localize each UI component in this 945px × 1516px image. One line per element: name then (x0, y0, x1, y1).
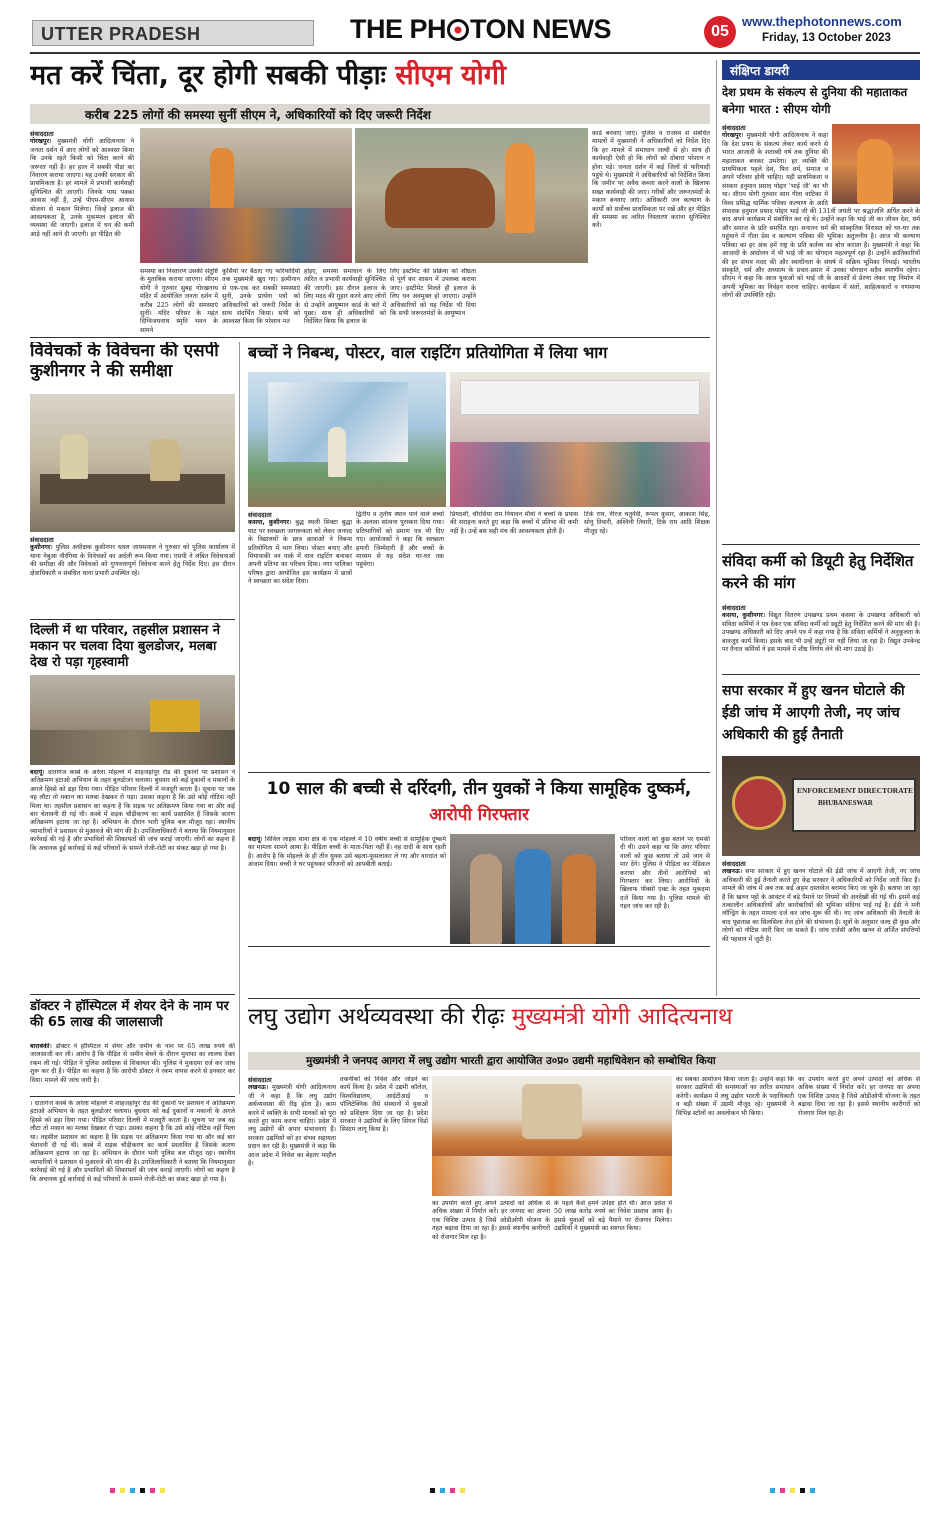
msme-col-4 (554, 1200, 672, 1472)
competition-col-2 (356, 511, 444, 769)
paper-title-right: TON NEWS (470, 14, 612, 44)
competition-photo-1 (248, 372, 446, 507)
sidebar-story2-dateline: संवाददाता (722, 604, 746, 612)
paper-title-left: THE PH (350, 14, 447, 44)
sidebar-story1-headline: देश प्रथम के संकल्प से दुनिया की महाताकत बनेगा भारत : सीएम योगी (722, 85, 908, 116)
photo-figure (562, 854, 596, 944)
section-label: UTTER PRADESH (41, 24, 201, 44)
competition-col-1-text: । बुद्ध स्थली सिक्टा बुद्धा घाट पर स्वच्छता जागरूकता को लेकर जनपद के विद्यालयों के छात्र छात्राओं ने निबन्ध प्रतियोगिता में भाग लिया। पोस्टर बनाए और मियावाकी वन पार्क में वाल राइटिंग बनाकर अपनी प्रतिभा का परिचय दिया। नगर पालिका परिषद द्वारा आयोजित इस कार्यक्रम में छात्रों ने स्वच्छता का संदेश दिया। (248, 519, 352, 586)
photo-figure (505, 143, 535, 233)
competition-dateline: संवाददाता (248, 511, 272, 519)
registration-marks-center (430, 1488, 520, 1496)
photo-portrait (522, 1084, 582, 1139)
msme-subhead-bar (248, 1052, 920, 1070)
reg-mark (460, 1488, 465, 1493)
competition-col-2-text: द्वितीय व तृतीय स्थान पाने वाले बच्चों के अलावा सांत्वना पुरस्कार दिया गया। प्रतिभागियों को प्रमाण पत्र भी दिए गए। आयोजकों ने कहा कि स्वच्छता हमारी जिम्मेदारी है और बच्चों के माध्यम से यह संदेश घर-घर तक पहुंचेगा। (356, 511, 444, 569)
ed-sign-line-1: ENFORCEMENT DIRECTORATE (797, 786, 914, 795)
photo-figure (515, 849, 551, 944)
photo-stage-row (432, 1156, 672, 1196)
competition-photo-2 (450, 372, 710, 507)
section-label-box (32, 20, 314, 46)
reg-mark (780, 1488, 785, 1493)
lead-col-3-text: कुर्सियों पर बैठाए गए फरियादियों तक मुख्यमंत्री खुद गए। इत्मीनान से एक-एक कर सबकी समस्याएं सुनी, उनके प्रार्थना पत्रों को अधिकारियों को जरूरी निर्देश के साथ संदर्भित किया। सभी को आश्वस्त किया कि परेशान मत (222, 268, 300, 326)
rape-headline (248, 776, 710, 832)
reg-mark (450, 1488, 455, 1493)
sidebar-story2-body: । विद्युत वितरण उपखण्ड प्रथम कसया के उपखण्ड अधिकारी को संविदा कर्मियों ने पत्र देकर एक संविदा कर्मी को ड्यूटी हेतु निर्देशित करने की मांग की है। उपखण्ड अधिकारी को दिए अपने पत्र में कहा गया है कि संविदा कर्मियों ने अनुकूलता के बावजूद कार्य किया। इसके बाद भी उन्हें ड्यूटी पर नहीं लिया जा रहा है। विद्युत उपकेन्द्र पर तैनात कर्मियों ने इस मामले में शीघ्र निर्णय लेने की मांग उठाई है। (722, 612, 920, 654)
left-bottom-text-body: । दातागंज कस्बे के अरेला मोहल्ले में शाहजहांपुर रोड की दुकानों पर प्रशासन ने अतिक्रमण हटाओ अभियान के तहत बुलडोजर चलाया। बुधवार को कई दुकानों व मकानों के अगले हिस्से को ढहा दिया गया। पीड़ित परिवार दिल्ली में मजदूरी करता है। सूचना पर जब वह लौटा तो मकान का मलबा देखकर रो पड़ा। उसका कहना है कि उसे कोई नोटिस नहीं मिला था। तहसील प्रशासन का कहना है कि सड़क पर अतिक्रमण किया गया था और कई बार चेतावनी दी गई थी। कस्बे में सड़क चौड़ीकरण का कार्य प्रस्तावित है जिसके कारण अतिक्रमण हटाया जा रहा है। अभियान के दौरान भारी पुलिस बल मौजूद रहा। स्थानीय व्यापारियों ने प्रशासन से मुआवजे की मांग की है। उपजिलाधिकारी ने बताया कि नियमानुसार कार्रवाई की गई है और प्रभावितों की शिकायतों की जांच कराई जाएगी। लोगों का कहना है कि अचानक हुई कार्रवाई से कई परिवारों के सामने रोजी-रोटी का संकट खड़ा हो गया है। (30, 1100, 235, 1183)
doctor-text-body: । डॉक्टर ने हॉस्पिटल में शेयर और जमीन के नाम पर 65 लाख रुपये की जालसाजी कर ली। आरोप है कि पीड़ित से जमीन बेचने के दौरान मुनाफा का लालच देकर रकम ली गई। पीड़ित ने पुलिस अधीक्षक से शिकायत की। पुलिस ने मुकदमा दर्ज कर जांच शुरू कर दी है। पीड़ित का कहना है कि आरोपी डॉक्टर ने रकम वापस करने से इनकार कर दिया। मामले की जांच जारी है। (30, 1043, 235, 1084)
rape-col-3-text: परिवार वालों को कुछ बताने पर धमकी दी थी। उसने कहा था कि अगर परिवार वालों को कुछ बताया तो उसे जान से मार देंगे। पुलिस ने पीड़िता का मेडिकल कराया और तीनों आरोपियों को गिरफ्तार कर लिया। आरोपियों के खिलाफ पॉक्सो एक्ट के तहत मुकदमा दर्ज किया गया है। पुलिस मामले की गहन जांच कर रही है। (620, 836, 710, 911)
rape-bottom-rule (248, 946, 710, 947)
photo-figure (470, 854, 502, 944)
registration-marks-right (770, 1488, 860, 1496)
msme-subhead: मुख्यमंत्री ने जनपद आगरा में लघु उद्योग भारती द्वारा आयोजित उ०प्र० उद्यमी महाधिवेशन को सम्बोधित किया (306, 1055, 716, 1067)
reg-mark (120, 1488, 125, 1493)
msme-col-1 (248, 1076, 336, 1472)
lead-col-5-text: लिए इस्टीमेट की प्रक्रिया को शीघ्रता से पूर्ण कर शासन में उपलब्ध कराया जाए। इस्टीमेट मिलते ही इलाज के लिए धन अवमुक्त हो जाएगा। उन्होंने अधिकारियों को यह निर्देश भी दिया कि सभी जरूरतमंदों के आयुष्मान (390, 268, 476, 318)
msme-col-2-text: तकनीकों को निवेश और जोड़ने का कार्य किया है। प्रदेश में उद्यमी कॉलेज, विश्वविद्यालय, आईटीआई व पॉलिटेक्निक जैसे संस्थानों में युवाओं को प्रशिक्षण दिया जा रहा है। प्रदेश सरकार ने उद्यमियों के लिए सिंगल विंडो सिस्टम लागू किया है। (340, 1076, 428, 1134)
lead-photo-cow (355, 128, 588, 263)
msme-headline (248, 1004, 920, 1048)
rape-photo-accused (450, 834, 615, 944)
sidebar-story2-place: कसया, कुशीनगर (722, 612, 763, 620)
competition-col-3 (450, 511, 578, 769)
delhi-photo-bulldozer (30, 675, 235, 765)
msme-headline-red: मुख्यमंत्री योगी आदित्यनाथ (511, 1004, 733, 1030)
rape-place: बदायूं (248, 836, 261, 843)
reg-mark (430, 1488, 435, 1493)
paper-title (350, 14, 695, 48)
photo-crowd (450, 442, 710, 507)
kushinagar-photo (30, 394, 235, 532)
reg-mark (440, 1488, 445, 1493)
msme-col-6-text: का उपयोग करते हुए अपने उत्पादों को अधिक से अधिक संख्या में निर्यात करें। हर जनपद का अपना एक विशिष्ट उत्पाद है जिसे ओडीओपी योजना के तहत बढ़ावा दिया जा रहा है। इससे स्थानीय कारीगरों को रोजगार मिल रहा है। (798, 1076, 920, 1117)
masthead (0, 0, 945, 56)
lead-col-5 (390, 268, 476, 334)
lead-col-1 (30, 130, 134, 334)
sidebar-story1-text (722, 124, 920, 540)
competition-col-1 (248, 511, 352, 769)
photo-banner (460, 380, 700, 415)
lead-col-6 (592, 130, 710, 334)
delhi-text (30, 769, 235, 991)
delhi-place: बदायूं (30, 769, 43, 776)
reg-mark (800, 1488, 805, 1493)
photo-figure (328, 427, 346, 477)
registration-marks-left (110, 1488, 200, 1496)
page-number: 05 (711, 23, 729, 40)
msme-col-4-text: के पहले कैसे हमने उपेक्षा होते थी। आज प्रदेश में 50 लाख करोड़ रुपये का निवेश प्रस्ताव आया है। इससे युवाओं को बड़े पैमाने पर रोजगार मिलेगा। उद्यमियों ने मुख्यमंत्री का स्वागत किया। (554, 1200, 672, 1233)
rape-col-1 (248, 836, 446, 942)
sidebar-story1-place: गोरखपुर (722, 132, 742, 140)
ed-sign (792, 778, 916, 832)
kushinagar-dateline: संवाददाता (30, 536, 54, 544)
masthead-rule (30, 52, 920, 54)
sidebar-rule-2 (722, 674, 920, 675)
lead-col-1-text: । मुख्यमंत्री योगी आदित्यनाथ ने जनता दर्शन में आए लोगों को आश्वस्त किया कि उनके रहते किसी को चिंता करने की जरूरत नहीं है। हर हाल में सबकी पीड़ा का निवारण कराया जाएगा। यह उनकी सरकार की प्राथमिकता है। हर मामले में प्रभावी कार्यवाही सुनिश्चित की जाएगी। जिनके पास पक्का आवास नहीं है, उन्हें पीएम-सीएम आवास योजना से मकान मिलेगा। जिन्हें इलाज की आवश्यकता है, उनके मुकम्मल इलाज की व्यवस्था की जाएगी। इलाज में धन की कमी आड़े नहीं आने दी जाएगी। हर पीड़ित की (30, 138, 134, 238)
website: www.thephotonnews.com (742, 14, 902, 29)
photo-crowd (140, 208, 352, 263)
sidebar-story3-body: । सपा सरकार में हुए खनन घोटाले की ईडी जांच में आएगी तेजी, नए जांच अधिकारी की हुई तैनाती करते हुए केंद्र सरकार ने अधिकारियों को निर्देश जारी किए हैं। मामले की जांच में अब तक कई अहम दस्तावेज बरामद किए जा चुके हैं। बताया जा रहा है कि खनन पट्टों के आवंटन में बड़े पैमाने पर नियमों की अनदेखी की गई थी। इसमें कई तत्कालीन अधिकारियों और कारोबारियों की भूमिका संदिग्ध पाई गई है। ईडी ने मनी लॉन्ड्रिंग के तहत मामला दर्ज कर जांच शुरू की थी। नए जांच अधिकारी की तैनाती के बाद पूछताछ का सिलसिला तेज होने की संभावना है। सूत्रों के अनुसार जल्द ही कुछ और लोगों को नोटिस जारी किए जा सकते हैं। जांच एजेंसी अवैध खनन से अर्जित संपत्तियों की पहचान में जुटी है। (722, 868, 920, 943)
lead-headline (30, 60, 710, 100)
lead-photo-janta-darshan (140, 128, 352, 263)
reg-mark (770, 1488, 775, 1493)
rape-headline-red: आरोपी गिरफ्तार (429, 805, 529, 825)
lead-col-3 (222, 268, 300, 334)
delhi-headline: दिल्ली में था परिवार, तहसील प्रशासन ने मकान पर चलवा दिया बुलडोजर, मलबा देख रो पड़ा गृहस्वामी (30, 623, 220, 670)
page-number-badge (704, 16, 736, 48)
msme-headline-black: लघु उद्योग अर्थव्यवस्था की रीढ़ः (248, 1004, 505, 1030)
kushinagar-text-body: । पुलिस अधीक्षक कुशीनगर धवल जायसवाल ने गुरुवार को पुलिस कार्यालय में थाना नेबुआ नौरंगिया के विवेचकों का अर्दली रूम किया गया। एसपी ने लंबित विवेचनाओं की समीक्षा की और विवेचकों को गुणवत्तापूर्ण विवेचना करने हेतु निर्देश दिए। इस दौरान क्षेत्राधिकारी व संबंधित थाना प्रभारी उपस्थित रहे। (30, 544, 235, 577)
sidebar-story2-text (722, 604, 920, 670)
lead-subhead-bar (30, 104, 710, 124)
msme-place: लखनऊ (248, 1084, 266, 1092)
msme-col-5 (676, 1076, 794, 1472)
left-bottom-text (30, 1100, 235, 1472)
left-rule-2 (30, 994, 235, 995)
msme-col-6 (798, 1076, 920, 1472)
reg-mark (160, 1488, 165, 1493)
left-rule-1 (30, 619, 235, 620)
sidebar-story3-text (722, 860, 920, 992)
sidebar-divider (716, 60, 717, 996)
msme-col-2 (340, 1076, 428, 1472)
lead-headline-red: सीएम योगी (395, 60, 506, 91)
msme-photo-stage (432, 1076, 672, 1196)
lead-col-2-text: समस्या का निस्तारण उसकी संतुष्टि के मुताबिक कराया जाएगा। सीएम योगी ने गुरुवार सुबह गोरखनाथ मंदिर में आयोजित जनता दर्शन में करीब 225 लोगों की समस्याएं सुनीं। मंदिर परिसर के महंत दिग्विजयनाथ स्मृति भवन के सामने (140, 268, 218, 334)
lead-dateline: संवाददाता (30, 130, 54, 138)
kushinagar-place: कुशीनगर (30, 544, 51, 552)
issue-date: Friday, 13 October 2023 (762, 32, 891, 44)
rape-col-1-text: । सिविल लाइंस थाना क्षेत्र के एक मोहल्ले में 10 वर्षीय बच्ची से सामूहिक दुष्कर्म का मामला सामने आया है। पीड़िता बच्ची के माता-पिता नहीं हैं। वह दादी के साथ रहती है। आरोप है कि मोहल्ले के ही तीन युवक उसे बहला-फुसलाकर ले गए और वारदात को अंजाम दिया। बच्ची ने घर पहुंचकर परिजनों को आपबीती बताई। (248, 836, 446, 869)
msme-dateline: संवाददाता (248, 1076, 272, 1084)
rape-headline-black: 10 साल की बच्ची से दरिंदगी, तीन युवकों ने किया सामूहिक दुष्कर्म, (266, 779, 692, 799)
kushinagar-headline: विवेचकों के विवेचना की एसपी कुशीनगर ने की समीक्षा (30, 342, 219, 381)
competition-headline: बच्चों ने निबन्ध, पोस्टर, वाल राइटिंग प्रतियोगिता में लिया भाग (248, 344, 608, 362)
sidebar-story1-body: । मुख्यमंत्री योगी आदित्यनाथ ने कहा कि देश प्रथम के संकल्प लेकर कार्य करने से भारत आजादी के शताब्दी वर्ष तक दुनिया की महाताकत बनकर उभरेगा। हर व्यक्ति की प्राथमिकता पहले देश, फिर धर्म, समाज व अपने परिवार होनी चाहिए। यही प्राथमिकता व संस्कार हनुमान प्रसाद पोद्दार 'भाई जी' का भी था। सीएम योगी गुरुवार साम गीता वाटिका में विश्व प्रसिद्ध धार्मिक पत्रिका कल्याण के आदि संपादक हनुमान प्रसाद पोद्दार भाई जी की 131वीं जयंती पर श्रद्धांजलि अर्पित करने के बाद अपने कार्यक्रम में संबोधित कर रहे थे। उन्होंने कहा कि भाई जी का जीवन देश, धर्म और समाज के प्रति समर्पित रहा। सनातन धर्म की सांस्कृतिक विरासत को घर-घर तक पहुंचाने में गीता प्रेस व कल्याण पत्रिका की भूमिका अतुलनीय है। आज भी कल्याण पत्रिका का हर अंक हमें राष्ट्र के प्रति कर्तव्य का बोध कराता है। मुख्यमंत्री ने कहा कि आजादी के आंदोलन में भी भाई जी का योगदान महत्वपूर्ण रहा है। उन्होंने क्रांतिकारियों की हर संभव मदद की और स्वाधीनता के संघर्ष में सक्रिय भूमिका निभाई। भारतीय संस्कृति, धर्म और अध्यात्म के प्रचार-प्रसार में उनका योगदान सदैव स्मरणीय रहेगा। सीएम ने कहा कि आज युवाओं को भाई जी के आदर्शों से प्रेरणा लेकर राष्ट्र निर्माण में अपनी भूमिका का निर्वहन करना चाहिए। कार्यक्रम में संतों, साहित्यकारों व गणमान्य लोगों की उपस्थिति रही। (722, 132, 920, 300)
photo-rubble (30, 730, 235, 765)
reg-mark (140, 1488, 145, 1493)
delhi-text-body: । दातागंज कस्बे के अरेला मोहल्ले में शाहजहांपुर रोड की दुकानों पर प्रशासन ने अतिक्रमण हटाओ अभियान के तहत बुलडोजर चलाया। बुधवार को कई दुकानों व मकानों के अगले हिस्से को ढहा दिया गया। पीड़ित परिवार दिल्ली में मजदूरी करता है। सूचना पर जब वह लौटा तो मकान का मलबा देखकर रो पड़ा। उसका कहना है कि उसे कोई नोटिस नहीं मिला था। तहसील प्रशासन का कहना है कि सड़क पर अतिक्रमण किया गया था और कई बार चेतावनी दी गई थी। कस्बे में सड़क चौड़ीकरण का कार्य प्रस्तावित है जिसके कारण अतिक्रमण हटाया जा रहा है। अभियान के दौरान भारी पुलिस बल मौजूद रहा। स्थानीय व्यापारियों ने प्रशासन से मुआवजे की मांग की है। उपजिलाधिकारी ने बताया कि नियमानुसार कार्रवाई की गई है और प्रभावितों की शिकायतों की जांच कराई जाएगी। लोगों का कहना है कि अचानक हुई कार्रवाई से कई परिवारों के सामने रोजी-रोटी का संकट खड़ा हो गया है। (30, 769, 235, 852)
sidebar-rule-1 (722, 544, 920, 545)
photo-figure (60, 434, 88, 479)
kushinagar-text (30, 536, 235, 616)
competition-col-4 (584, 511, 710, 769)
msme-col-3 (432, 1200, 550, 1472)
competition-place: कसया, कुशीनगर (248, 519, 290, 527)
reg-mark (790, 1488, 795, 1493)
photo-cow-shape (385, 168, 495, 228)
lead-col-6-text: कार्ड बनवाए जाएं। पुलिस व राजस्व से संबंधित मामलों में मुख्यमंत्री ने अधिकारियों को निर्देश दिए कि हर मामले में समाधान जल्दी से हो। साथ ही कार्यवाही ऐसी हो कि लोगों को दोबारा परेशान न होना पड़े। जनता दर्शन में कई जिलों से फरियादी पहुंचे थे। मुख्यमंत्री ने अधिकारियों को निर्देशित किया कि जमीन पर अवैध कब्जा करने वालों के खिलाफ सख्त कार्यवाही की जाए। गरीबों और जरूरतमंदों के मकान बनवाए जाएं। अधिकारी जन कल्याण के कार्यों को सर्वोच्च प्राथमिकता पर रखें और हर पीड़ित की समस्या का त्वरित निस्तारण कराना सुनिश्चित करें। (592, 130, 710, 230)
sidebar-story1-dateline: संवाददाता (722, 124, 746, 132)
photon-logo-icon (447, 19, 469, 41)
lead-bottom-rule (30, 337, 710, 338)
doctor-headline: डॉक्टर ने हॉस्पिटल में शेयर देने के नाम पर की 65 लाख की जालसाजी (30, 999, 229, 1030)
msme-top-rule (248, 998, 920, 999)
lead-headline-black: मत करें चिंता, दूर होगी सबकी पीड़ाः (30, 60, 387, 91)
sidebar-photo-spacer (828, 124, 920, 208)
ed-sign-line-2: BHUBANESWAR (818, 799, 873, 807)
competition-col-4-text: टिके राय, नीरज चतुर्वेदी, रूपल कुमार, आकाश सिंह, सोनू तिवारी, अश्विनी तिवारी, टिके राय आदि शिक्षक मौजूद रहे। (584, 511, 710, 535)
reg-mark (150, 1488, 155, 1493)
sidebar-ed-photo (722, 756, 920, 856)
photo-figure (150, 439, 180, 481)
lead-place: गोरखपुर (30, 138, 50, 146)
reg-mark (810, 1488, 815, 1493)
rape-col-3 (620, 836, 710, 942)
photo-bulldozer (150, 700, 200, 732)
sidebar-story3-place: लखनऊ (722, 868, 740, 876)
sidebar-story2-headline: संविदा कर्मी को डियूटी हेतु निर्देशित करने की मांग (722, 552, 914, 592)
msme-col-5-text: का सबका आयोजन किया जाता है। उन्होंने कहा कि सरकार उद्यमियों की समस्याओं का त्वरित समाधान करेगी। कार्यक्रम में लघु उद्योग भारती के पदाधिकारी व बड़ी संख्या में उद्यमी मौजूद रहे। मुख्यमंत्री ने विभिन्न स्टॉलों का अवलोकन भी किया। (676, 1076, 794, 1117)
photo-figure (210, 148, 234, 208)
lead-col-4 (304, 268, 386, 334)
lead-col-4-text: होइए, समस्या समाधान के लिए त्वरित व प्रभावी कार्यवाही सुनिश्चित की जाएगी। इस दौरान इलाज के लिए मदद की गुहार करने आए लोगों से उन्होंने आयुष्मान कार्ड के बारे में पूछा। साथ ही अधिकारियों को निर्देशित किया कि इलाज के (304, 268, 386, 326)
reg-mark (130, 1488, 135, 1493)
msme-col-1-text: । मुख्यमंत्री योगी आदित्यनाथ जी ने कहा है कि लघु उद्योग अर्थव्यवस्था की रीढ़ होता है। काम करने में व्यक्ति के सभी मानकों को पूरा करते हुए काम करना चाहिए। प्रदेश में लघु उद्योगों की अपार संभावनाएं हैं। सरकार उद्यमियों को हर संभव सहायता प्रदान कर रही है। मुख्यमंत्री ने कहा कि आज प्रदेश में निवेश का बेहतर माहौल है। (248, 1084, 336, 1168)
competition-bottom-rule (248, 772, 710, 773)
competition-col-3-text: प्रियदर्शी, चौरसिया राम नियावन मौर्या ने बच्चों के प्रयास की सराहना करते हुए कहा कि बच्चों में प्रतिभा की कमी नहीं है। उन्हें बस सही मंच की आवश्यकता होती है। (450, 511, 578, 535)
sidebar-header: संक्षिप्त डायरी (730, 64, 790, 78)
sidebar-story3-dateline: संवाददाता (722, 860, 746, 868)
lead-col-2 (140, 268, 218, 334)
left-col-divider (239, 342, 240, 1094)
msme-col-3-text: का उपयोग करते हुए अपने उत्पादों को अधिक से अधिक संख्या में निर्यात करें। हर जनपद का अपना एक विशिष्ट उत्पाद है जिसे ओडीओपी योजना के तहत बढ़ावा दिया जा रहा है। इससे स्थानीय कारीगरों को रोजगार मिल रहा है। (432, 1200, 550, 1241)
lead-subhead: करीब 225 लोगों की समस्या सुनीं सीएम ने, अधिकारियों को दिए जरूरी निर्देश (85, 108, 431, 122)
doctor-text (30, 1043, 235, 1093)
sidebar-header-bar (722, 60, 920, 80)
reg-mark (110, 1488, 115, 1493)
doctor-place: बाराबंकी (30, 1043, 50, 1050)
sidebar-story3-headline: सपा सरकार में हुए खनन घोटाले की ईडी जांच में आएगी तेजी, नए जांच अधिकारी की हुई तैनाती (722, 683, 905, 743)
left-bottom-rule (30, 1096, 235, 1097)
ed-emblem-icon (732, 776, 786, 830)
